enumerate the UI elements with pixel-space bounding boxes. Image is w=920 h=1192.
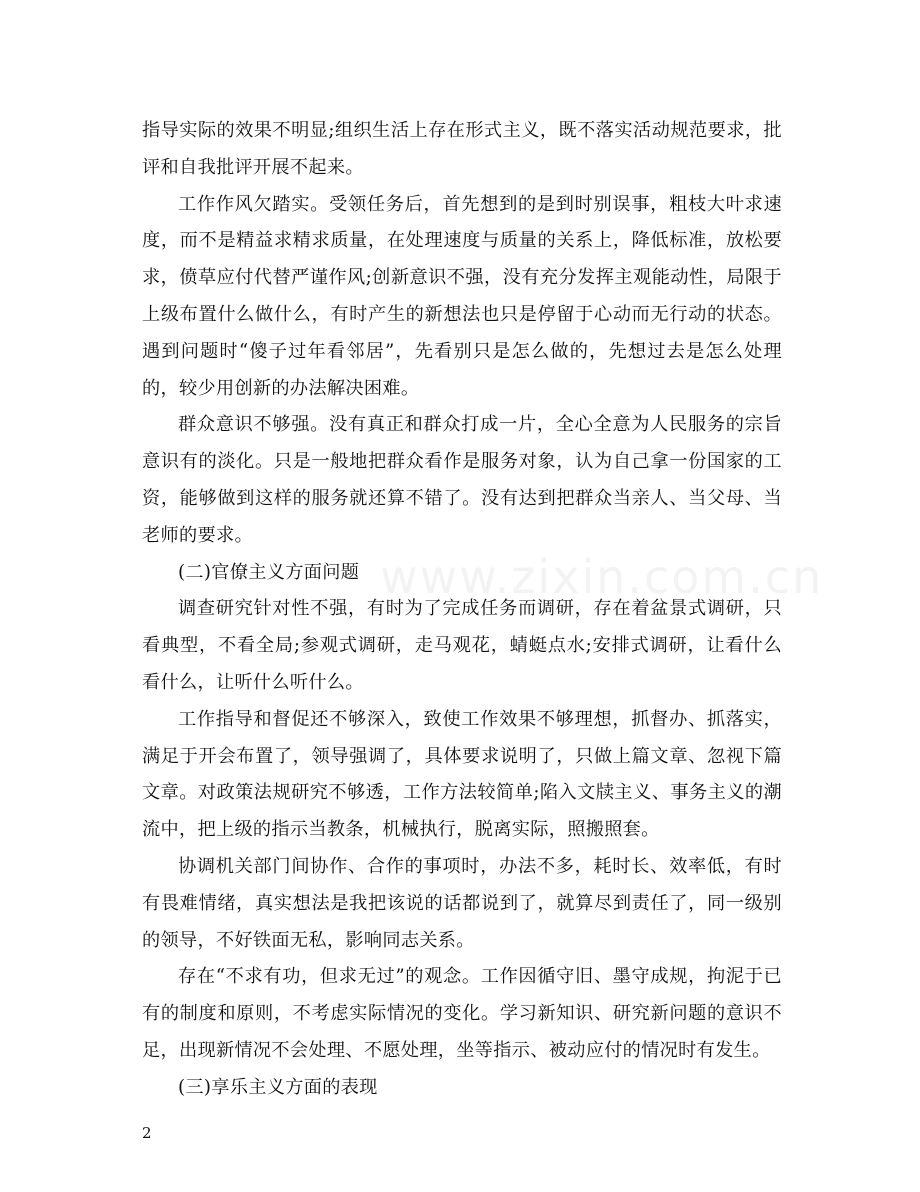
page-number: 2: [142, 1124, 152, 1142]
section-heading: (二)官僚主义方面问题: [178, 561, 360, 583]
paragraph: 工作作风欠踏实。受领任务后，首先想到的是到时别误事，粗枝大叶求速度，而不是精益求精求质量，在处理速度与质量的关系上，降低标准，放松要求，偾草应付代替严谨作风;创新意识不强，没有充分发挥主观能动性，局限于上级布置什么做什么，有时产生的新想法也只是停留于心动而无行动的状态。遇到问题时“傻子过年看邻居”，先看别只是怎么做的，先想过去是怎么处理的，较少用创新的办法解决困难。: [142, 193, 782, 399]
body-text: [142, 113, 782, 1107]
paragraph: 存在“不求有功，但求无过”的观念。工作因循守旧、墨守成规，拘泥于已有的制度和原则，不考虑实际情况的变化。学习新知识、研究新问题的意识不足，出现新情况不会处理、不愿处理，坐等指示、被动应付的情况时有发生。: [142, 966, 782, 1061]
paragraph: 工作指导和督促还不够深入，致使工作效果不够理想，抓督办、抓落实，满足于开会布置了，领导强调了，具体要求说明了，只做上篇文章、忽视下篇文章。对政策法规研究不够透，工作方法较简单;陷入文牍主义、事务主义的潮流中，把上级的指示当教条，机械执行，脱离实际，照搬照套。: [142, 708, 782, 841]
paragraph: 指导实际的效果不明显;组织生活上存在形式主义，既不落实活动规范要求，批评和自我批评开展不起来。: [142, 120, 782, 178]
section-heading: (三)享乐主义方面的表现: [178, 1076, 378, 1098]
watermark: www.zixin.com.cn: [380, 550, 824, 604]
paragraph: 调查研究针对性不强，有时为了完成任务而调研，存在着盆景式调研，只看典型，不看全局;参观式调研，走马观花，蜻蜓点水;安排式调研，让看什么看什么，让听什么听什么。: [142, 598, 782, 693]
paragraph: 协调机关部门间协作、合作的事项时，办法不多，耗时长、效率低，有时有畏难情绪，真实想法是我把该说的话都说到了，就算尽到责任了，同一级别的领导，不好铁面无私，影响同志关系。: [142, 855, 782, 951]
paragraph: 群众意识不够强。没有真正和群众打成一片，全心全意为人民服务的宗旨意识有的淡化。只是一般地把群众看作是服务对象，认为自己拿一份国家的工资，能够做到这样的服务就还算不错了。没有达到把群众当亲人、当父母、当老师的要求。: [142, 414, 782, 546]
